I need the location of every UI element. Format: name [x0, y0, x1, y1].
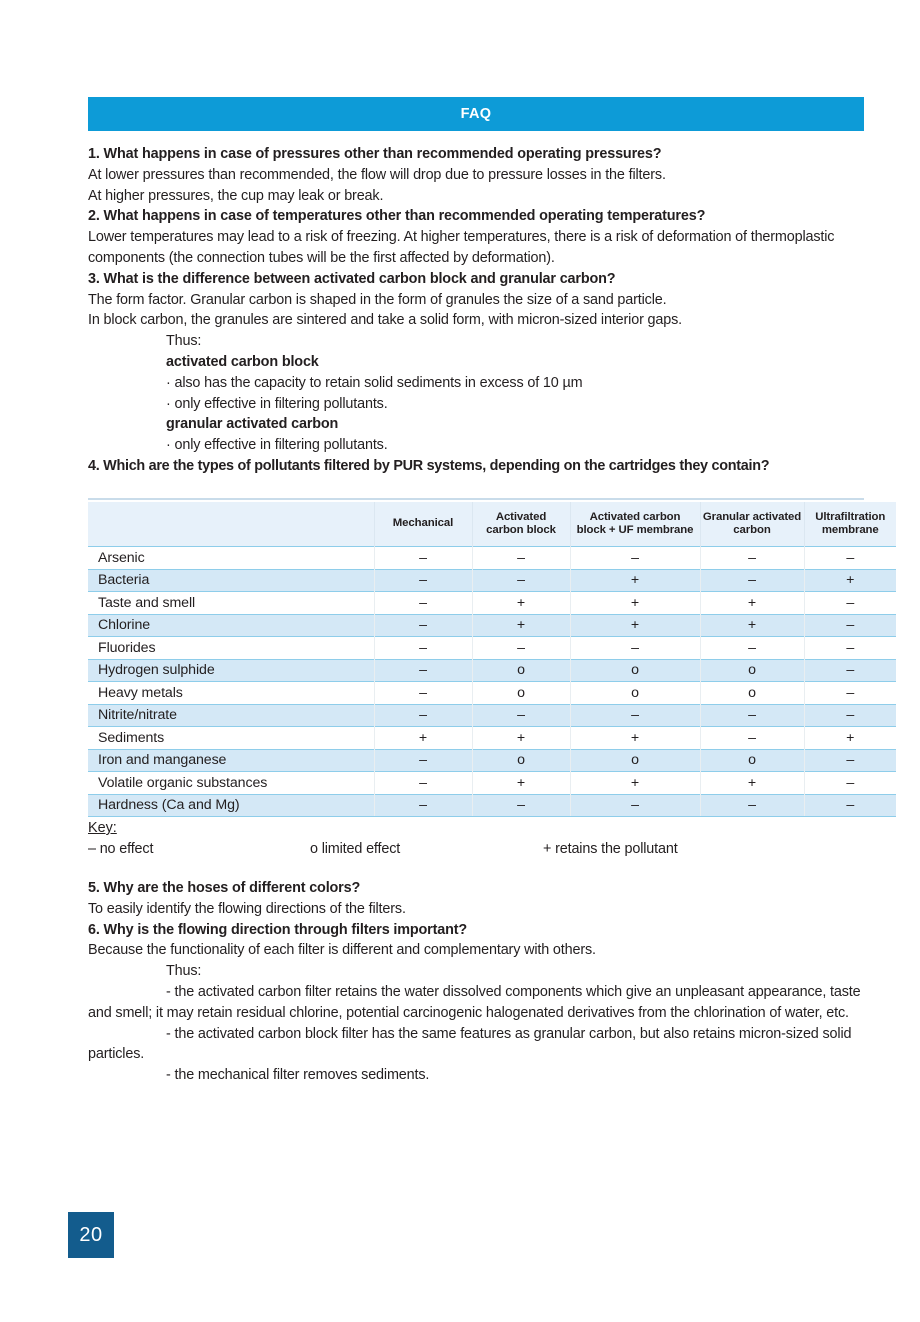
cell-value: o: [700, 749, 804, 772]
cell-value: –: [804, 794, 896, 817]
table-row: [88, 569, 896, 592]
cell-value: –: [472, 704, 570, 727]
answer-5: To easily identify the flowing directions of the filters.: [88, 900, 406, 917]
cell-value: o: [570, 659, 700, 682]
table-row: [88, 614, 896, 637]
table-row: [88, 659, 896, 682]
header-line-2: membrane: [821, 524, 879, 536]
pollutants-table: [88, 502, 896, 817]
thus-label-2: Thus:: [166, 963, 202, 980]
carbon-block-bullet-1: · also has the capacity to retain solid sediments in excess of 10 µm: [166, 374, 583, 391]
header-line-1: Mechanical: [392, 517, 454, 530]
cell-value: –: [472, 569, 570, 592]
cell-value: –: [374, 614, 472, 637]
cell-value: –: [374, 569, 472, 592]
table-row: [88, 637, 896, 660]
answer-1-line-1: At lower pressures than recommended, the flow will drop due to pressure losses in the filters.: [88, 166, 666, 183]
table-header-cell-2: [472, 502, 570, 547]
header-line-2: block + UF membrane: [576, 524, 694, 536]
cell-value: +: [570, 727, 700, 750]
cell-value: –: [804, 704, 896, 727]
cell-value: o: [700, 682, 804, 705]
faq-bottom-section: [88, 878, 868, 1086]
answer-3-line-1: The form factor. Granular carbon is shaped in the form of granules the size of a sand particle.: [88, 291, 667, 308]
pollutant-name: Taste and smell: [88, 592, 374, 615]
table-head: [88, 502, 896, 547]
thus-label: Thus:: [166, 333, 202, 350]
activated-carbon-block-heading: activated carbon block: [166, 353, 319, 370]
page-number-badge: [68, 1212, 114, 1258]
bottom-bullet-3: - the mechanical filter removes sediments.: [166, 1067, 430, 1084]
cell-value: –: [804, 637, 896, 660]
cell-value: +: [472, 727, 570, 750]
legend: [88, 818, 868, 860]
cell-value: +: [570, 772, 700, 795]
table-row: [88, 547, 896, 570]
faq-top-section: [88, 144, 868, 477]
cell-value: o: [570, 749, 700, 772]
cell-value: o: [472, 749, 570, 772]
pollutant-name: Chlorine: [88, 614, 374, 637]
pollutant-name: Sediments: [88, 727, 374, 750]
cell-value: –: [374, 772, 472, 795]
cell-value: –: [472, 637, 570, 660]
legend-item-retains-pollutant: + retains the pollutant: [543, 841, 678, 857]
bottom-bullet-2: - the activated carbon block filter has the same features as granular carbon, but also retains micron-sized solid particles.: [88, 1025, 852, 1063]
cell-value: +: [804, 727, 896, 750]
legend-title: Key:: [88, 820, 117, 836]
cell-value: –: [804, 682, 896, 705]
cell-value: +: [374, 727, 472, 750]
cell-value: –: [374, 794, 472, 817]
cell-value: –: [570, 704, 700, 727]
cell-value: +: [472, 772, 570, 795]
cell-value: –: [472, 794, 570, 817]
cell-value: –: [804, 614, 896, 637]
legend-item-limited-effect: o limited effect: [310, 841, 401, 857]
cell-value: –: [374, 592, 472, 615]
cell-value: +: [472, 614, 570, 637]
table-body: [88, 547, 896, 817]
pollutant-name: Hydrogen sulphide: [88, 659, 374, 682]
cell-value: o: [472, 659, 570, 682]
cell-value: –: [374, 682, 472, 705]
legend-row: [88, 838, 868, 860]
cell-value: –: [374, 749, 472, 772]
cell-value: o: [700, 659, 804, 682]
cell-value: +: [570, 614, 700, 637]
cell-value: –: [804, 772, 896, 795]
cell-value: –: [374, 659, 472, 682]
cell-value: –: [374, 637, 472, 660]
cell-value: –: [804, 592, 896, 615]
table-row: [88, 727, 896, 750]
cell-value: –: [700, 794, 804, 817]
question-6: 6. Why is the flowing direction through filters important?: [88, 921, 468, 938]
cell-value: –: [700, 547, 804, 570]
question-3: 3. What is the difference between activated carbon block and granular carbon?: [88, 270, 616, 287]
cell-value: –: [570, 547, 700, 570]
cell-value: –: [472, 547, 570, 570]
table-row: [88, 682, 896, 705]
answer-2: Lower temperatures may lead to a risk of freezing. At higher temperatures, there is a risk of deformation of thermoplastic components (the connection tubes will be the first affected by deformation).: [88, 229, 835, 266]
header-line-1: Activated: [495, 510, 547, 523]
pollutant-name: Hardness (Ca and Mg): [88, 794, 374, 817]
header-line-1: Ultrafiltration: [815, 510, 886, 523]
pollutant-name: Fluorides: [88, 637, 374, 660]
page-number: 20: [79, 1223, 103, 1246]
cell-value: –: [700, 637, 804, 660]
table-header-cell-3: [570, 502, 700, 547]
answer-6: Because the functionality of each filter is different and complementary with others.: [88, 942, 596, 959]
cell-value: +: [700, 614, 804, 637]
cell-value: –: [700, 704, 804, 727]
granular-activated-carbon-heading: granular activated carbon: [166, 416, 339, 433]
pollutant-name: Volatile organic substances: [88, 772, 374, 795]
table-row: [88, 772, 896, 795]
faq-banner: [88, 97, 864, 131]
granular-bullet-1: · only effective in filtering pollutants.: [166, 437, 388, 454]
carbon-block-bullet-2: · only effective in filtering pollutants.: [166, 395, 388, 412]
table-row: [88, 749, 896, 772]
pollutant-name: Arsenic: [88, 547, 374, 570]
cell-value: +: [570, 569, 700, 592]
cell-value: –: [804, 749, 896, 772]
table-header-row: [88, 502, 896, 547]
header-line-2: carbon block: [486, 524, 556, 536]
header-line-1: Activated carbon: [589, 510, 681, 523]
table-top-rule: [88, 498, 864, 500]
header-line-1: Granular activated: [702, 510, 802, 523]
legend-item-no-effect: – no effect: [88, 841, 154, 857]
cell-value: –: [374, 704, 472, 727]
cell-value: –: [700, 569, 804, 592]
pollutant-name: Heavy metals: [88, 682, 374, 705]
table-row: [88, 794, 896, 817]
table-row: [88, 592, 896, 615]
cell-value: –: [570, 794, 700, 817]
table-header-cell-0: [88, 502, 374, 547]
table-header-cell-1: [374, 502, 472, 547]
cell-value: +: [570, 592, 700, 615]
table-header-cell-4: [700, 502, 804, 547]
cell-value: +: [472, 592, 570, 615]
question-5: 5. Why are the hoses of different colors?: [88, 880, 361, 896]
cell-value: o: [570, 682, 700, 705]
pollutant-name: Nitrite/nitrate: [88, 704, 374, 727]
question-1: 1. What happens in case of pressures other than recommended operating pressures?: [88, 146, 662, 162]
answer-3-line-2: In block carbon, the granules are sintered and take a solid form, with micron-sized interior gaps.: [88, 312, 683, 329]
question-4: 4. Which are the types of pollutants filtered by PUR systems, depending on the cartridges they contain?: [88, 457, 770, 474]
answer-1-line-2: At higher pressures, the cup may leak or break.: [88, 187, 384, 204]
pollutant-name: Bacteria: [88, 569, 374, 592]
faq-banner-title: FAQ: [460, 106, 492, 122]
cell-value: –: [374, 547, 472, 570]
header-line-2: carbon: [733, 524, 771, 536]
bottom-bullet-1: - the activated carbon filter retains the water dissolved components which give an unpleasant appearance, taste and smell; it may retain residual chlorine, potential carcinogenic halogenated derivatives from the chlorination of water, etc.: [88, 983, 861, 1021]
cell-value: –: [700, 727, 804, 750]
question-2: 2. What happens in case of temperatures other than recommended operating temperatures?: [88, 208, 706, 225]
cell-value: o: [472, 682, 570, 705]
cell-value: +: [700, 592, 804, 615]
table-header-cell-5: [804, 502, 896, 547]
pollutants-table-container: [88, 502, 886, 817]
cell-value: –: [804, 547, 896, 570]
cell-value: +: [700, 772, 804, 795]
cell-value: –: [570, 637, 700, 660]
cell-value: –: [804, 659, 896, 682]
cell-value: +: [804, 569, 896, 592]
pollutant-name: Iron and manganese: [88, 749, 374, 772]
table-row: [88, 704, 896, 727]
